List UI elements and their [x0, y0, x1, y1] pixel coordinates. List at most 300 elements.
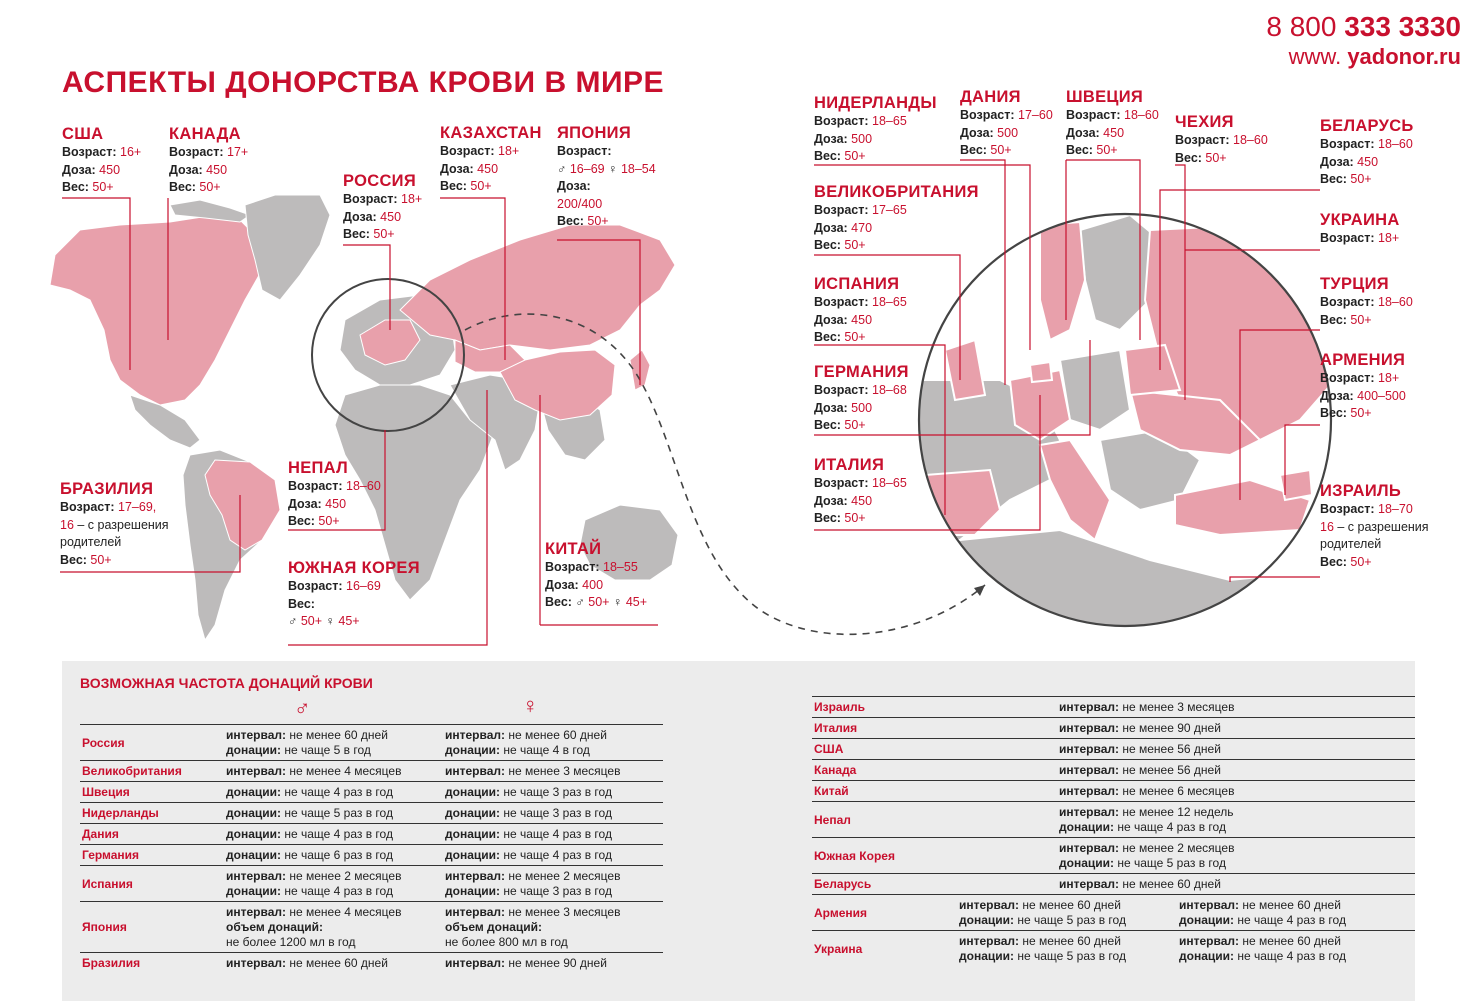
table-row: [812, 873, 1415, 895]
country-label-turkey: [1320, 274, 1413, 329]
frequency-key: донации:: [226, 743, 285, 757]
frequency-cell: [959, 934, 1126, 964]
frequency-cell: [226, 764, 401, 779]
country-name: ГЕРМАНИЯ: [814, 363, 909, 381]
dose-value: 450: [851, 312, 873, 327]
age-value: 17+: [227, 145, 249, 159]
weight-value: 50+: [470, 179, 492, 193]
row-country: Дания: [82, 827, 119, 841]
age-label: Возраст:: [1320, 231, 1379, 245]
frequency-value: не менее 60 дней: [289, 956, 388, 970]
age-label: Возраст:: [343, 192, 402, 206]
dose-label: Доза:: [960, 125, 998, 140]
male-icon: ♂: [575, 595, 589, 609]
country-label-germany: [814, 362, 909, 435]
table-row: [812, 738, 1415, 760]
frequency-cell: [1059, 742, 1221, 757]
age-male-value: 16–69: [569, 161, 605, 176]
age-label: Возраст:: [960, 108, 1019, 122]
frequency-value: не чаще 5 раз в год: [1117, 856, 1226, 870]
country-name: ШВЕЦИЯ: [1066, 88, 1144, 106]
country-name: БЕЛАРУСЬ: [1320, 117, 1414, 135]
frequency-cell: [226, 827, 393, 842]
row-country: США: [814, 742, 844, 756]
age-label: Возраст:: [545, 560, 604, 574]
frequency-key: интервал:: [1059, 805, 1123, 819]
frequency-cell: [226, 848, 393, 863]
country-label-czech: [1175, 112, 1268, 167]
frequency-key: интервал:: [1059, 784, 1123, 798]
dose-label: Доза:: [814, 220, 852, 235]
greenland-shape: [245, 195, 330, 300]
weight-label: Вес:: [169, 180, 200, 194]
weight-value: 50+: [1205, 150, 1227, 165]
weight-value: 50+: [373, 227, 395, 241]
dose-label: Доза:: [557, 179, 591, 193]
age-value: 18–70: [1378, 502, 1413, 516]
site-prefix: www.: [1288, 44, 1348, 69]
country-name: ЧЕХИЯ: [1175, 113, 1234, 131]
table-row: [80, 724, 663, 761]
age-label: Возраст:: [1320, 502, 1379, 516]
table-row: [80, 952, 663, 974]
frequency-value: не чаще 4 раз в год: [503, 848, 612, 862]
website-link[interactable]: [1266, 42, 1461, 72]
frequency-cell: [1179, 898, 1346, 928]
row-country: Украина: [814, 941, 863, 956]
frequency-key: интервал:: [226, 956, 290, 970]
age-label: Возраст:: [1066, 108, 1125, 122]
dose-value: 200/400: [557, 196, 603, 211]
frequency-value: не чаще 3 раз в год: [503, 884, 612, 898]
age-value: 18+: [1378, 231, 1400, 245]
country-label-skorea: [288, 558, 420, 631]
weight-value: 50+: [1350, 312, 1372, 327]
country-name: ВЕЛИКОБРИТАНИЯ: [814, 183, 979, 201]
frequency-key: донации:: [445, 743, 504, 757]
weight-label: Вес:: [960, 143, 991, 157]
female-icon: ♀: [322, 614, 339, 628]
frequency-value: не менее 3 месяцев: [1122, 700, 1235, 714]
weight-label: Вес:: [1320, 406, 1351, 420]
row-country: Испания: [82, 876, 133, 891]
frequency-key: интервал:: [445, 728, 509, 742]
frequency-key: донации:: [1059, 820, 1118, 834]
weight-value: 50+: [318, 514, 340, 528]
country-label-canada: [169, 124, 248, 197]
frequency-cell: [1059, 763, 1221, 778]
frequency-key: донации:: [226, 785, 285, 799]
frequency-key: донации:: [226, 806, 285, 820]
country-name: РОССИЯ: [343, 172, 416, 190]
age-label: Возраст:: [1320, 295, 1379, 309]
table-row: [80, 901, 663, 953]
weight-value: 50+: [1096, 143, 1118, 157]
frequency-value: не менее 90 дней: [508, 956, 607, 970]
age-value: 18–65: [872, 114, 907, 128]
country-name: ТУРЦИЯ: [1320, 275, 1389, 293]
table-row: [812, 837, 1415, 874]
frequency-value: не менее 60 дней: [289, 728, 388, 742]
weight-value: 50+: [1350, 172, 1372, 186]
site-main: yadonor.ru: [1347, 44, 1461, 69]
country-name: УКРАИНА: [1320, 211, 1400, 229]
country-label-netherlands: [814, 93, 937, 166]
frequency-value: не чаще 5 раз в год: [284, 806, 393, 820]
frequency-key: интервал:: [1059, 763, 1123, 777]
country-name: АРМЕНИЯ: [1320, 351, 1406, 369]
dose-label: Доза:: [169, 162, 207, 177]
dose-label: Доза:: [343, 209, 381, 224]
age-value: 16–69: [346, 579, 381, 593]
row-country: Япония: [82, 920, 127, 934]
frequency-cell: [959, 898, 1126, 928]
weight-value: 50+: [844, 330, 866, 344]
frequency-cell: [1059, 877, 1221, 892]
frequency-value: не менее 60 дней: [1122, 877, 1221, 891]
age-value: 18–60: [1124, 108, 1159, 122]
dose-label: Доза:: [545, 577, 583, 592]
frequency-cell: [1179, 934, 1346, 964]
frequency-key: донации:: [226, 848, 285, 862]
frequency-value: не менее 2 месяцев: [508, 869, 621, 883]
country-label-denmark: [960, 87, 1053, 160]
dose-value: 450: [1103, 125, 1125, 140]
age-value: 18–68: [872, 383, 907, 397]
frequency-value: не более 800 мл в год: [445, 935, 568, 949]
frequency-key: интервал:: [959, 934, 1023, 948]
dose-label: Доза:: [62, 162, 100, 177]
dose-value: 500: [851, 131, 873, 146]
frequency-key: интервал:: [226, 905, 290, 919]
frequency-cell: [1059, 784, 1234, 799]
dose-value: 450: [380, 209, 402, 224]
frequency-cell: [445, 827, 612, 842]
weight-label: Вес:: [1175, 150, 1206, 165]
frequency-key: интервал:: [445, 764, 509, 778]
north-america-shape: [50, 215, 262, 405]
frequency-key: донации:: [1059, 856, 1118, 870]
dose-label: Доза:: [814, 312, 852, 327]
row-country: Непал: [814, 812, 851, 827]
dose-value: 400–500: [1357, 388, 1406, 403]
age-value: 17–69,: [118, 500, 157, 514]
country-name: КИТАЙ: [545, 540, 602, 558]
female-icon: ♀: [604, 161, 621, 176]
frequency-cell: [445, 728, 607, 758]
age-label: Возраст:: [1320, 137, 1379, 151]
age-value: 17–60: [1018, 108, 1053, 122]
frequency-value: не менее 56 дней: [1122, 742, 1221, 756]
frequency-value: не чаще 4 в год: [503, 743, 590, 757]
weight-label: Вес:: [814, 238, 845, 252]
frequency-key: донации:: [959, 913, 1018, 927]
male-icon: ♂: [557, 161, 570, 176]
weight-label: Вес:: [814, 149, 845, 163]
country-label-italy: [814, 455, 907, 528]
frequency-cell: [445, 956, 607, 971]
frequency-cell: [226, 785, 393, 800]
country-label-kazakhstan: [440, 123, 542, 196]
frequency-key: донации:: [1179, 913, 1238, 927]
dose-value: 500: [851, 400, 873, 415]
dose-label: Доза:: [1320, 388, 1358, 403]
age-label: Возраст:: [1320, 371, 1379, 385]
frequency-key: донации:: [445, 785, 504, 799]
country-label-armenia: [1320, 350, 1406, 423]
row-country: Италия: [814, 721, 858, 735]
age-note-number: 16: [1320, 519, 1334, 534]
age-value: 18+: [401, 192, 423, 206]
age-label: Возраст:: [288, 479, 347, 493]
female-icon: ♀: [609, 595, 626, 609]
country-label-brazil: [60, 479, 180, 569]
weight-label: Вес:: [440, 179, 471, 193]
weight-value: 50+: [1350, 554, 1372, 569]
table-row: [812, 717, 1415, 739]
russia-shape: [400, 225, 675, 350]
frequency-cell: [1059, 700, 1234, 715]
frequency-key: интервал:: [445, 905, 509, 919]
weight-value: 50+: [1350, 406, 1372, 420]
country-name: ИСПАНИЯ: [814, 275, 900, 293]
frequency-key: интервал:: [226, 869, 290, 883]
frequency-value: не чаще 4 раз в год: [284, 827, 393, 841]
phone-prefix: 8 800: [1266, 11, 1345, 42]
age-value: 18–65: [872, 295, 907, 309]
weight-label: Вес:: [1066, 143, 1097, 157]
dose-label: Доза:: [440, 161, 478, 176]
age-label: Возраст:: [814, 383, 873, 397]
row-country: Армения: [814, 905, 868, 920]
weight-label: Вес:: [343, 227, 374, 241]
weight-label: Вес:: [557, 214, 588, 228]
weight-label: Вес:: [814, 511, 845, 525]
weight-label: Вес:: [60, 552, 91, 567]
male-symbol: ♂: [294, 695, 311, 720]
row-country: Бразилия: [82, 956, 141, 970]
frequency-value: не более 1200 мл в год: [226, 935, 356, 949]
country-label-china: [545, 539, 647, 612]
frequency-key: объем донаций:: [226, 920, 324, 934]
weight-label: Вес:: [1320, 312, 1351, 327]
weight-value: 50+: [844, 149, 866, 163]
frequency-cell: [445, 806, 612, 821]
frequency-cell: [445, 869, 620, 899]
frequency-cell: [1059, 805, 1233, 835]
frequency-key: донации:: [445, 884, 504, 898]
frequency-value: не менее 4 месяцев: [289, 905, 402, 919]
table-row: [812, 801, 1415, 838]
frequency-value: не чаще 4 раз в год: [503, 827, 612, 841]
weight-value: 50+: [92, 180, 114, 194]
weight-male-value: 50+: [300, 614, 323, 628]
country-label-ukraine: [1320, 210, 1400, 248]
frequency-key: донации:: [445, 848, 504, 862]
table-row: [80, 802, 663, 824]
age-value: 18–60: [1378, 137, 1413, 151]
weight-label: Вес:: [814, 330, 845, 344]
table-row: [812, 780, 1415, 802]
dose-value: 450: [851, 493, 873, 508]
dose-value: 450: [206, 162, 228, 177]
frequency-value: не менее 60 дней: [1242, 898, 1341, 912]
weight-value: 50+: [844, 511, 866, 525]
country-name: КАЗАХСТАН: [440, 124, 542, 142]
table-row: [80, 781, 663, 803]
frequency-value: не чаще 4 раз в год: [1237, 913, 1346, 927]
country-label-japan: [557, 123, 656, 231]
age-label: Возраст:: [814, 114, 873, 128]
page-title: АСПЕКТЫ ДОНОРСТВА КРОВИ В МИРЕ: [62, 66, 665, 99]
country-label-spain: [814, 274, 907, 347]
country-label-usa: [62, 124, 141, 197]
table-row: [80, 823, 663, 845]
hotline-phone[interactable]: [1266, 12, 1461, 42]
age-value: 18–55: [603, 560, 638, 574]
table-row: [812, 759, 1415, 781]
weight-label: Вес:: [1320, 172, 1351, 186]
age-label: Возраст:: [814, 203, 873, 217]
frequency-value: не чаще 4 раз в год: [1237, 949, 1346, 963]
frequency-key: донации:: [959, 949, 1018, 963]
age-value: 17–65: [872, 203, 907, 217]
country-name: БРАЗИЛИЯ: [60, 480, 154, 498]
country-name: КАНАДА: [169, 125, 241, 143]
dose-label: Доза:: [814, 131, 852, 146]
weight-value: 50+: [199, 180, 221, 194]
age-female-value: 18–54: [620, 161, 656, 176]
weight-value: 50+: [844, 418, 866, 432]
age-label: Возраст:: [62, 145, 121, 159]
frequency-key: донации:: [226, 827, 285, 841]
table-row: [80, 844, 663, 866]
weight-male-value: 50+: [588, 595, 610, 609]
frequency-key: донации:: [445, 827, 504, 841]
frequency-cell: [445, 764, 620, 779]
row-country: Беларусь: [814, 877, 872, 891]
frequency-key: интервал:: [1059, 700, 1123, 714]
age-label: Возраст:: [288, 579, 347, 593]
frequency-value: не менее 3 месяцев: [508, 764, 621, 778]
dose-label: Доза:: [814, 493, 852, 508]
frequency-cell: [1059, 721, 1221, 736]
row-country: Китай: [814, 784, 849, 798]
country-name: НЕПАЛ: [288, 459, 348, 477]
row-country: Нидерланды: [82, 806, 159, 820]
country-name: ИТАЛИЯ: [814, 456, 885, 474]
age-note-number: 16: [60, 517, 74, 532]
frequency-value: не чаще 5 в год: [284, 743, 371, 757]
frequency-key: интервал:: [959, 898, 1023, 912]
frequency-value: не чаще 4 раз в год: [284, 884, 393, 898]
age-label: Возраст:: [557, 144, 612, 158]
age-value: 18+: [498, 144, 520, 158]
weight-female-value: 45+: [625, 595, 648, 609]
frequency-value: не менее 60 дней: [1022, 898, 1121, 912]
age-value: 18–60: [1233, 133, 1268, 147]
dose-value: 450: [99, 162, 121, 177]
frequency-value: не менее 3 месяцев: [508, 905, 621, 919]
country-label-sweden: [1066, 87, 1159, 160]
frequency-value: не чаще 4 раз в год: [1117, 820, 1226, 834]
row-country: Германия: [82, 848, 140, 862]
age-label: Возраст:: [814, 476, 873, 490]
table-row: [80, 865, 663, 902]
frequency-key: донации:: [226, 884, 285, 898]
male-icon: ♂: [288, 614, 301, 628]
frequency-title: ВОЗМОЖНАЯ ЧАСТОТА ДОНАЦИЙ КРОВИ: [80, 675, 373, 691]
row-country: Россия: [82, 735, 125, 750]
country-label-nepal: [288, 458, 381, 531]
frequency-key: интервал:: [1059, 877, 1123, 891]
frequency-key: интервал:: [1059, 742, 1123, 756]
country-label-israel: [1320, 481, 1435, 571]
row-country: Великобритания: [82, 764, 182, 778]
frequency-cell: [1059, 841, 1234, 871]
frequency-key: объем донаций:: [445, 920, 543, 934]
weight-value: 50+: [587, 214, 609, 228]
frequency-key: донации:: [1179, 949, 1238, 963]
frequency-value: не чаще 6 раз в год: [284, 848, 393, 862]
weight-value: 50+: [990, 143, 1012, 157]
frequency-cell: [445, 785, 612, 800]
frequency-key: интервал:: [1179, 934, 1243, 948]
frequency-key: донации:: [445, 806, 504, 820]
weight-label: Вес:: [288, 596, 315, 611]
dose-label: Доза:: [288, 496, 326, 511]
female-symbol: ♀: [522, 693, 539, 718]
frequency-value: не чаще 3 раз в год: [503, 806, 612, 820]
country-label-uk: [814, 182, 979, 255]
contact-block: [1266, 12, 1461, 72]
table-row: [812, 930, 1415, 967]
age-value: 16+: [120, 145, 142, 159]
country-name: ИЗРАИЛЬ: [1320, 482, 1402, 500]
frequency-cell: [445, 848, 612, 863]
weight-label: Вес:: [288, 514, 319, 528]
age-label: Возраст:: [60, 500, 119, 514]
age-value: 18–60: [346, 479, 381, 493]
table-row: [812, 696, 1415, 718]
age-value: 18–65: [872, 476, 907, 490]
frequency-cell: [226, 905, 401, 950]
frequency-key: интервал:: [226, 764, 290, 778]
age-value: 18+: [1378, 371, 1400, 385]
age-label: Возраст:: [814, 295, 873, 309]
country-name: США: [62, 125, 104, 143]
frequency-cell: [445, 905, 620, 950]
frequency-value: не менее 90 дней: [1122, 721, 1221, 735]
country-label-russia: [343, 171, 422, 244]
row-country: Канада: [814, 763, 857, 777]
weight-female-value: 45+: [338, 614, 360, 628]
dose-value: 450: [1357, 154, 1379, 169]
frequency-key: интервал:: [1059, 841, 1123, 855]
frequency-table-left: [80, 724, 663, 999]
dose-value: 400: [582, 577, 604, 592]
weight-label: Вес:: [1320, 554, 1351, 569]
row-country: Израиль: [814, 700, 865, 714]
frequency-key: интервал:: [445, 869, 509, 883]
frequency-key: интервал:: [226, 728, 290, 742]
frequency-cell: [226, 956, 388, 971]
frequency-value: не менее 56 дней: [1122, 763, 1221, 777]
frequency-value: не менее 4 месяцев: [289, 764, 402, 778]
age-note-text: – с разрешения родителей: [1320, 519, 1429, 551]
row-country: Швеция: [82, 785, 130, 799]
table-row: [812, 894, 1415, 931]
